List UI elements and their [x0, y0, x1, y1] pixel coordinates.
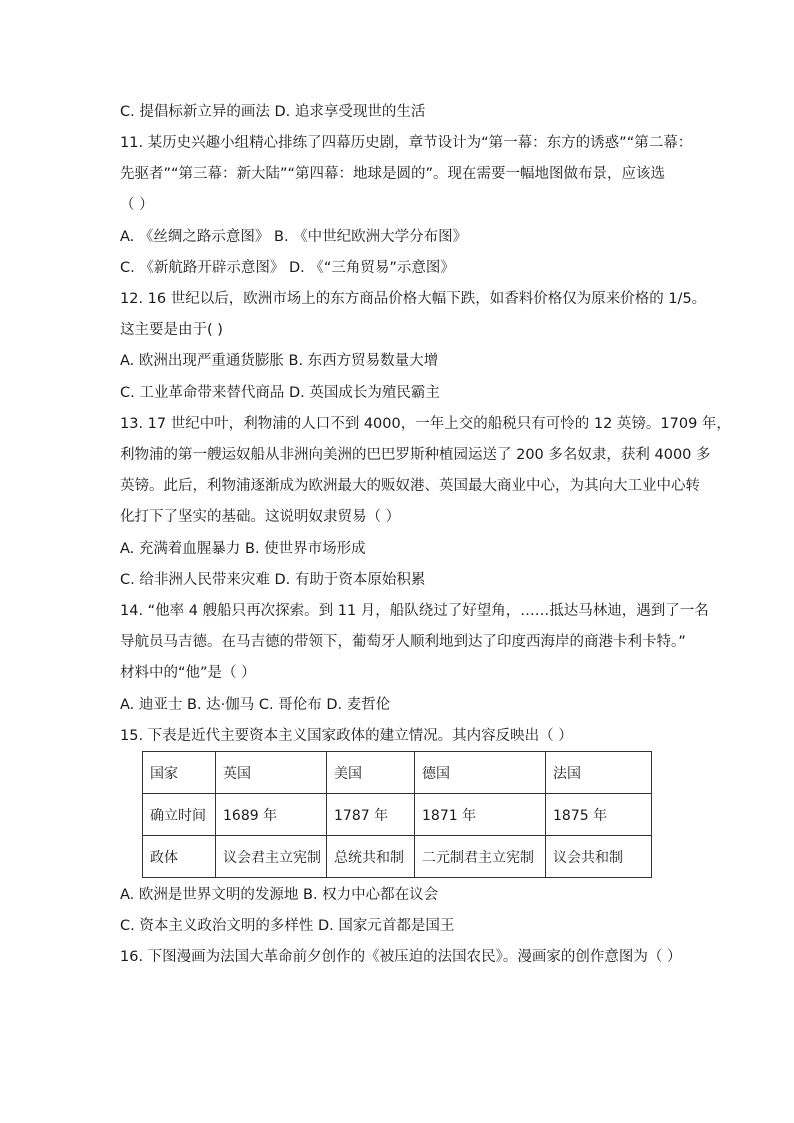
q14-stem-line-2: 导航员马吉德。在马吉德的带领下，葡萄牙人顺利地到达了印度西海岸的商港卡利卡特。”	[120, 634, 686, 650]
regime-table	[142, 751, 652, 878]
q11-stem-line-1: 11. 某历史兴趣小组精心排练了四幕历史剧，章节设计为“第一幕：东方的诱惑”“第二幕：	[120, 135, 693, 151]
table-row	[143, 752, 652, 794]
q12-stem-line-2: 这主要是由于( )	[120, 322, 223, 338]
q15-stem: 15. 下表是近代主要资本主义国家政体的建立情况。其内容反映出（ ）	[120, 728, 573, 744]
q12-options-ab: A. 欧洲出现严重通货膨胀 B. 东西方贸易数量大增	[120, 353, 439, 369]
table-cell: 1787 年	[327, 794, 415, 836]
q11-answer-blank: （ ）	[120, 197, 154, 213]
q10-options-cd: C. 提倡标新立异的画法 D. 追求享受现世的生活	[120, 104, 426, 120]
q13-stem-line-4: 化打下了坚实的基础。这说明奴隶贸易（ ）	[120, 509, 401, 525]
table-cell: 确立时间	[143, 794, 216, 836]
table-row	[143, 794, 652, 836]
q11-options-cd: C. 《新航路开辟示意图》 D. 《“三角贸易”示意图》	[120, 260, 455, 276]
q13-options-cd: C. 给非洲人民带来灾难 D. 有助于资本原始积累	[120, 572, 426, 588]
q15-options-ab: A. 欧洲是世界文明的发源地 B. 权力中心都在议会	[120, 887, 439, 903]
q13-stem-line-1: 13. 17 世纪中叶，利物浦的人口不到 4000，一年上交的船税只有可怜的 12 英镑。1709 年，	[120, 416, 731, 432]
table-cell: 政体	[143, 836, 216, 878]
table-cell: 英国	[216, 752, 327, 794]
q14-options: A. 迪亚士 B. 达·伽马 C. 哥伦布 D. 麦哲伦	[120, 697, 391, 713]
table-cell: 法国	[546, 752, 652, 794]
table-cell: 1871 年	[415, 794, 546, 836]
table-cell: 议会君主立宪制	[216, 836, 327, 878]
table-cell: 二元制君主立宪制	[415, 836, 546, 878]
q12-stem-line-1: 12. 16 世纪以后，欧洲市场上的东方商品价格大幅下跌，如香料价格仅为原来价格的 1/5。	[120, 291, 707, 307]
table-cell: 总统共和制	[327, 836, 415, 878]
q11-options-ab: A. 《丝绸之路示意图》 B. 《中世纪欧洲大学分布图》	[120, 229, 468, 245]
q15-options-cd: C. 资本主义政治文明的多样性 D. 国家元首都是国王	[120, 918, 455, 934]
q12-options-cd: C. 工业革命带来替代商品 D. 英国成长为殖民霸主	[120, 385, 440, 401]
q13-options-ab: A. 充满着血腥暴力 B. 使世界市场形成	[120, 541, 366, 557]
table-cell: 美国	[327, 752, 415, 794]
table-cell: 议会共和制	[546, 836, 652, 878]
table-cell: 国家	[143, 752, 216, 794]
table-cell: 1875 年	[546, 794, 652, 836]
q13-stem-line-2: 利物浦的第一艘运奴船从非洲向美洲的巴巴罗斯种植园运送了 200 多名奴隶，获利 4000 多	[120, 447, 711, 463]
q14-stem-line-1: 14. “他率 4 艘船只再次探索。到 11 月，船队绕过了好望角，……抵达马林迪，遇到了一名	[120, 603, 709, 619]
q14-stem-line-3: 材料中的“他”是（ ）	[120, 665, 256, 681]
table-cell: 1689 年	[216, 794, 327, 836]
q13-stem-line-3: 英镑。此后，利物浦逐渐成为欧洲最大的贩奴港、英国最大商业中心，为其向大工业中心转	[120, 478, 700, 494]
q11-stem-line-2: 先驱者”“第三幕：新大陆”“第四幕：地球是圆的”。现在需要一幅地图做布景，应该选	[120, 166, 666, 182]
table-row	[143, 836, 652, 878]
table-cell: 德国	[415, 752, 546, 794]
q16-stem: 16. 下图漫画为法国大革命前夕创作的《被压迫的法国农民》。漫画家的创作意图为（ ）	[120, 949, 682, 965]
